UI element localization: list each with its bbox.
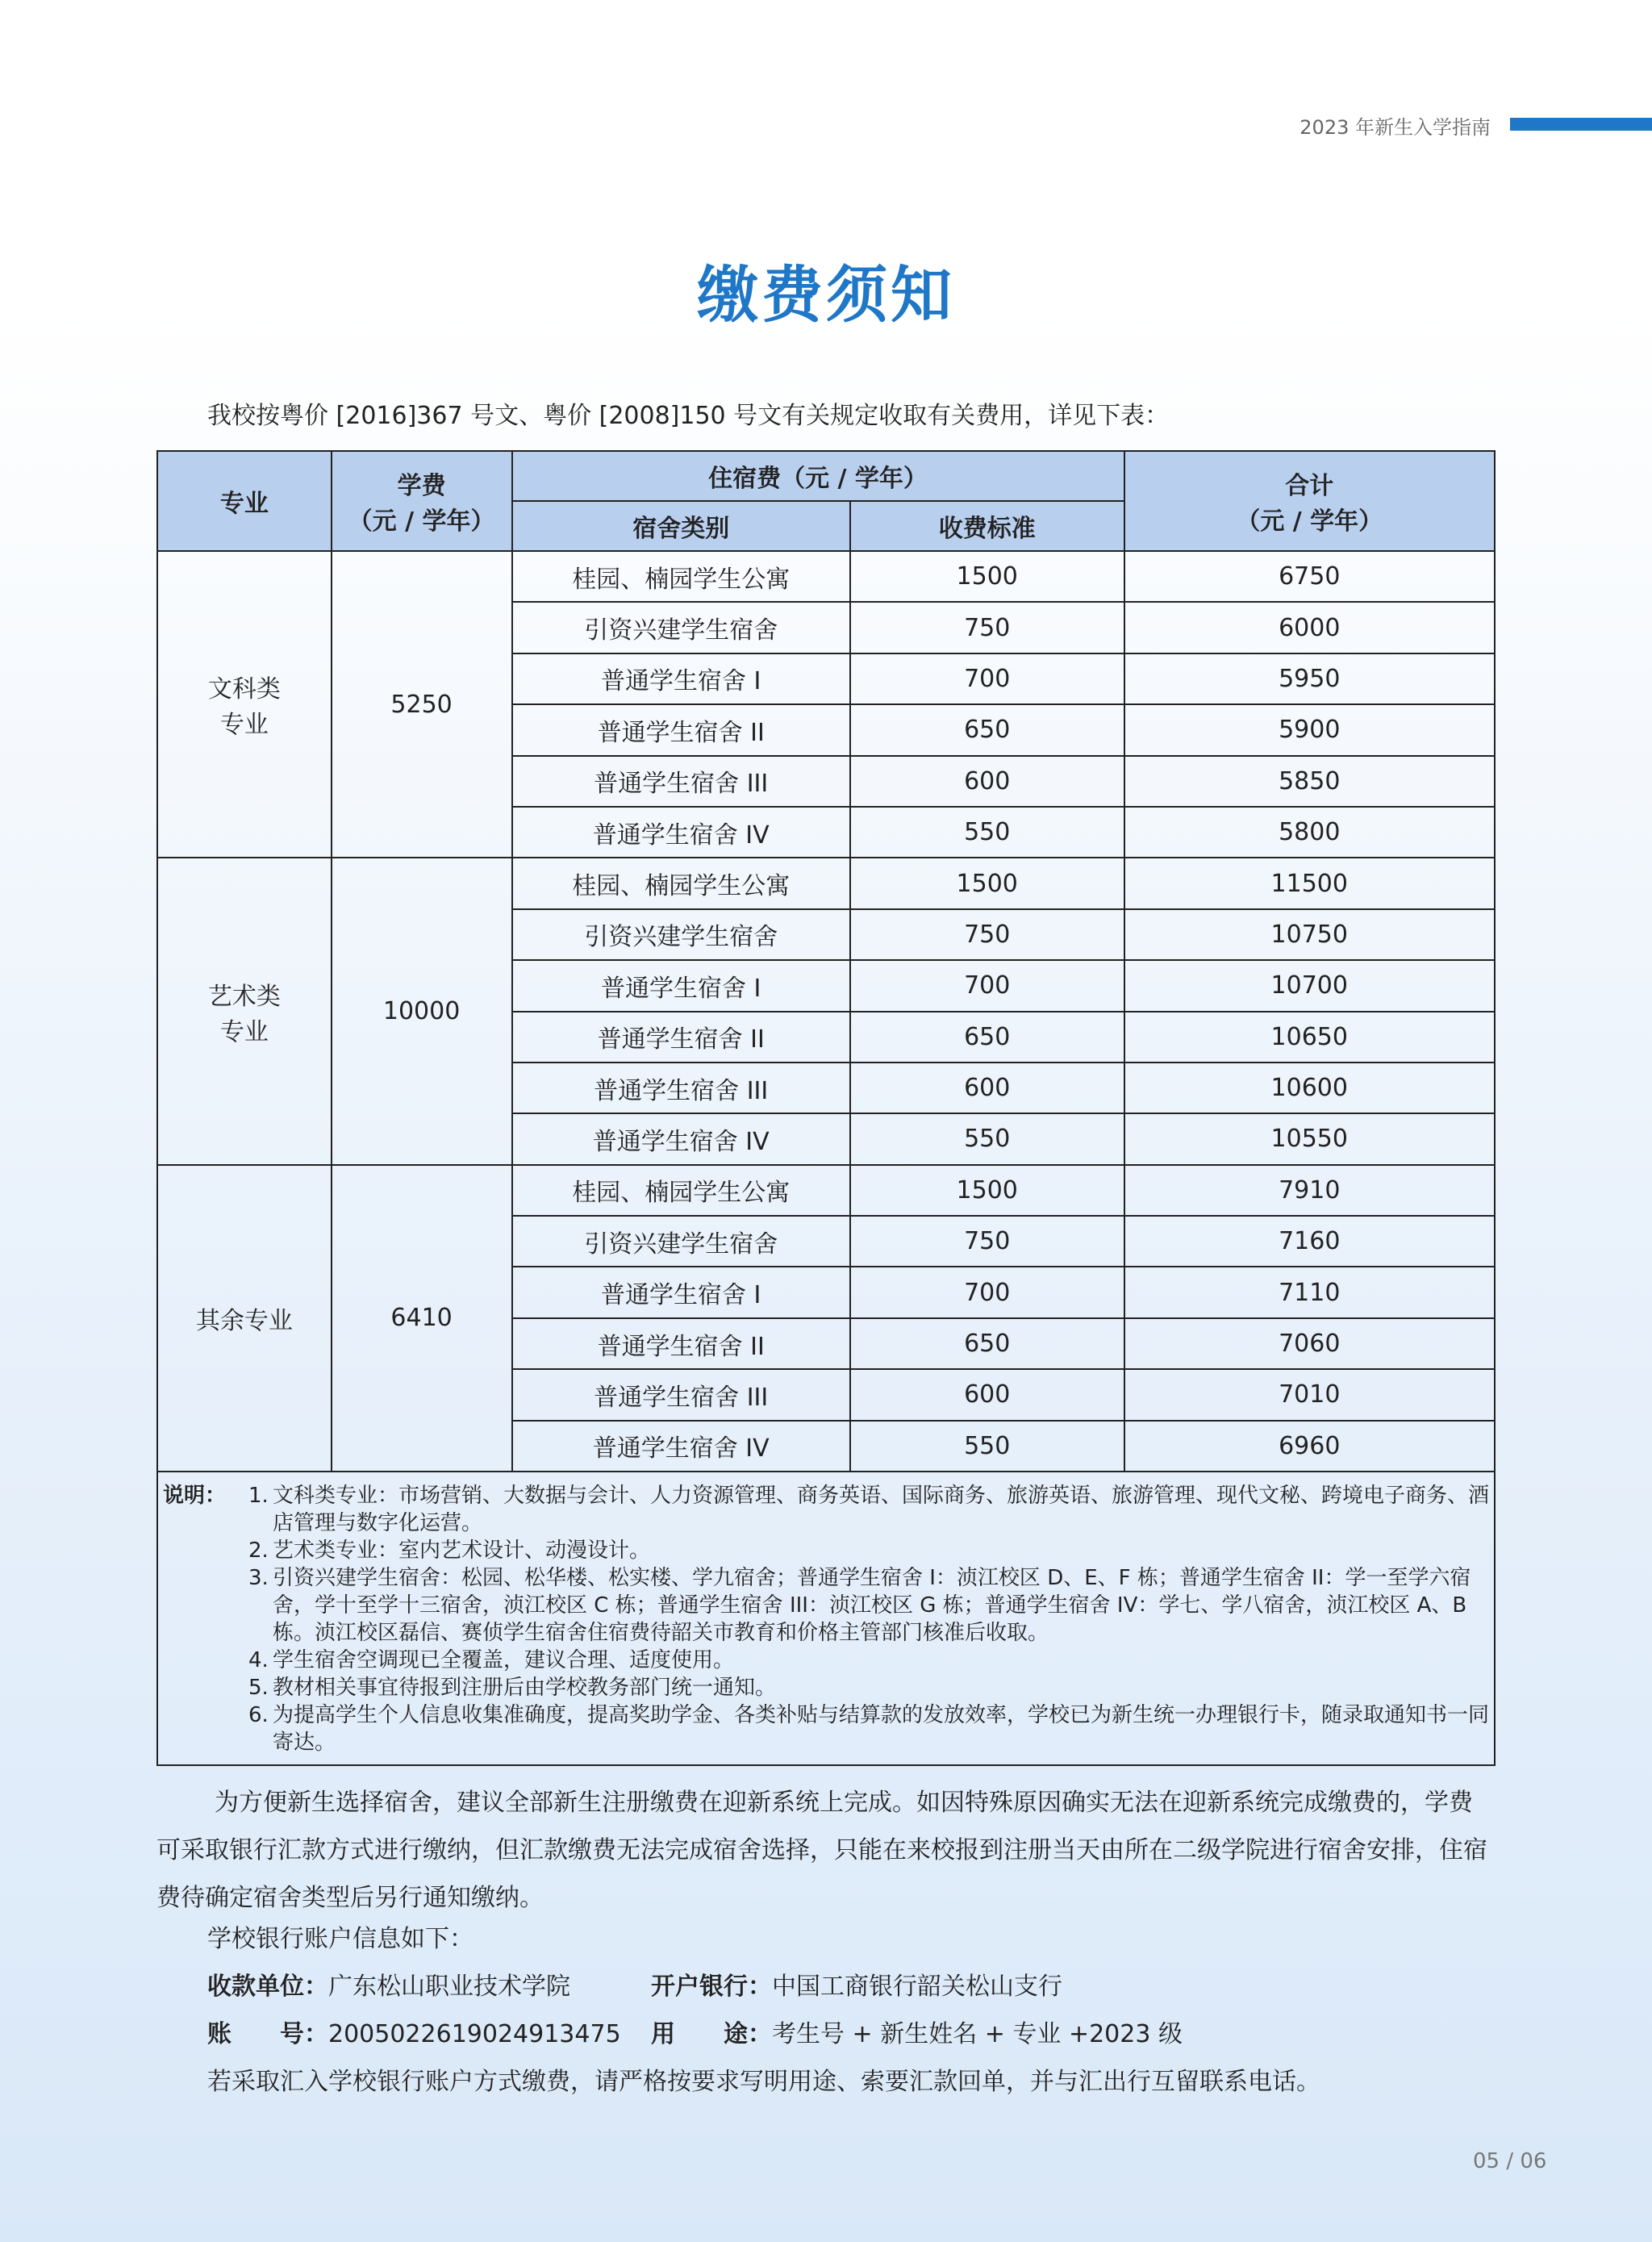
total-cell: 5800 bbox=[1124, 807, 1495, 858]
total-cell: 10650 bbox=[1124, 1012, 1495, 1063]
fee-standard-cell: 750 bbox=[850, 602, 1124, 653]
tuition-cell: 5250 bbox=[332, 551, 512, 858]
note-item bbox=[248, 1701, 1489, 1756]
fee-standard-cell: 600 bbox=[850, 756, 1124, 807]
intro-text: 我校按粤价 [2016]367 号文、粤价 [2008]150 号文有关规定收取有关费用，详见下表： bbox=[207, 402, 1170, 430]
dorm-type-cell: 普通学生宿舍 IV bbox=[512, 807, 850, 858]
note-number: 2. bbox=[248, 1539, 269, 1564]
bank-value: 中国工商银行韶关松山支行 bbox=[772, 1973, 1062, 2001]
header-accent-bar bbox=[1510, 118, 1652, 131]
header-tuition-label: 学费 bbox=[397, 472, 446, 500]
dorm-type-cell: 普通学生宿舍 I bbox=[512, 653, 850, 704]
dorm-type-cell: 普通学生宿舍 III bbox=[512, 1369, 850, 1420]
dorm-type-cell: 普通学生宿舍 II bbox=[512, 704, 850, 755]
dorm-type-cell: 普通学生宿舍 IV bbox=[512, 1113, 850, 1164]
total-cell: 5850 bbox=[1124, 756, 1495, 807]
fee-standard-cell: 1500 bbox=[850, 551, 1124, 602]
total-cell: 7160 bbox=[1124, 1216, 1495, 1267]
notes-cell bbox=[157, 1472, 1495, 1765]
fee-standard-cell: 650 bbox=[850, 1012, 1124, 1063]
note-item bbox=[248, 1537, 1489, 1564]
tuition-cell: 6410 bbox=[332, 1165, 512, 1472]
note-text: 引资兴建学生宿舍：松园、松华楼、松实楼、学九宿舍；普通学生宿舍 I：浈江校区 D、E、F 栋；普通学生宿舍 II：学一至学六宿舍，学十至学十三宿舍，浈江校区 C 栋；普通学生宿舍 III：浈江校区 G 栋；普通学生宿舍 IV：学七、学八宿舍，浈江校区 A、B 栋。浈江校区磊信、赛侦学生宿舍住宿费待韶关市教育和价格主管部门核准后收取。 bbox=[273, 1566, 1471, 1646]
dorm-type-cell: 普通学生宿舍 III bbox=[512, 1063, 850, 1113]
note-number: 4. bbox=[248, 1648, 269, 1673]
major-cell bbox=[157, 858, 332, 1164]
bank-account-line bbox=[207, 2014, 1183, 2049]
total-cell: 10550 bbox=[1124, 1113, 1495, 1164]
total-cell: 10600 bbox=[1124, 1063, 1495, 1113]
notes-block bbox=[163, 1482, 1489, 1756]
header-total bbox=[1124, 451, 1495, 551]
total-cell: 5950 bbox=[1124, 653, 1495, 704]
header-tuition-unit: （元 / 学年） bbox=[348, 507, 495, 536]
fee-standard-cell: 650 bbox=[850, 1318, 1124, 1369]
payee-value: 广东松山职业技术学院 bbox=[328, 1973, 570, 2001]
dorm-type-cell: 桂园、楠园学生公寓 bbox=[512, 551, 850, 602]
fee-standard-cell: 700 bbox=[850, 960, 1124, 1011]
dorm-type-cell: 普通学生宿舍 II bbox=[512, 1012, 850, 1063]
fee-standard-cell: 1500 bbox=[850, 858, 1124, 908]
fee-standard-cell: 550 bbox=[850, 1421, 1124, 1472]
total-cell: 10700 bbox=[1124, 960, 1495, 1011]
fee-standard-cell: 550 bbox=[850, 1113, 1124, 1164]
note-number: 5. bbox=[248, 1676, 269, 1701]
header-total-unit: （元 / 学年） bbox=[1236, 507, 1383, 536]
major-cell bbox=[157, 1165, 332, 1472]
major-name: 其余专业 bbox=[195, 1306, 293, 1335]
total-cell: 5900 bbox=[1124, 704, 1495, 755]
fee-standard-cell: 550 bbox=[850, 807, 1124, 858]
bank-heading: 学校银行账户信息如下： bbox=[207, 1925, 473, 1953]
header-major: 专业 bbox=[157, 451, 332, 551]
total-cell: 7060 bbox=[1124, 1318, 1495, 1369]
dorm-type-cell: 引资兴建学生宿舍 bbox=[512, 909, 850, 960]
major-name: 艺术类 bbox=[207, 982, 281, 1011]
major-name: 专业 bbox=[219, 711, 269, 740]
fee-table bbox=[156, 450, 1496, 1766]
purpose-label: 用 途： bbox=[651, 2020, 772, 2048]
tuition-cell: 10000 bbox=[332, 858, 512, 1164]
dorm-type-cell: 引资兴建学生宿舍 bbox=[512, 602, 850, 653]
fee-standard-cell: 700 bbox=[850, 653, 1124, 704]
total-cell: 7010 bbox=[1124, 1369, 1495, 1420]
table-row bbox=[157, 858, 1495, 908]
total-cell: 10750 bbox=[1124, 909, 1495, 960]
fee-standard-cell: 700 bbox=[850, 1267, 1124, 1317]
header-tuition bbox=[332, 451, 512, 551]
header-total-label: 合计 bbox=[1285, 472, 1334, 500]
note-number: 1. bbox=[248, 1484, 269, 1509]
fee-standard-cell: 1500 bbox=[850, 1165, 1124, 1216]
major-cell bbox=[157, 551, 332, 858]
note-item bbox=[248, 1564, 1489, 1647]
account-value: 2005022619024913475 bbox=[328, 2020, 621, 2048]
account-label: 账 号： bbox=[207, 2020, 328, 2048]
table-row bbox=[157, 551, 1495, 602]
note-text: 学生宿舍空调现已全覆盖，建议合理、适度使用。 bbox=[273, 1648, 735, 1673]
dorm-type-cell: 普通学生宿舍 II bbox=[512, 1318, 850, 1369]
dorm-type-cell: 普通学生宿舍 I bbox=[512, 1267, 850, 1317]
dorm-type-cell: 桂园、楠园学生公寓 bbox=[512, 858, 850, 908]
note-item bbox=[248, 1674, 1489, 1701]
fee-standard-cell: 750 bbox=[850, 1216, 1124, 1267]
total-cell: 6750 bbox=[1124, 551, 1495, 602]
fee-table-body bbox=[157, 551, 1495, 1472]
fee-standard-cell: 600 bbox=[850, 1369, 1124, 1420]
notes-list bbox=[248, 1482, 1489, 1756]
total-cell: 6960 bbox=[1124, 1421, 1495, 1472]
total-cell: 11500 bbox=[1124, 858, 1495, 908]
closing-text: 若采取汇入学校银行账户方式缴费，请严格按要求写明用途、索要汇款回单，并与汇出行互留联系电话。 bbox=[207, 2068, 1320, 2096]
note-text: 为提高学生个人信息收集准确度，提高奖助学金、各类补贴与结算款的发放效率，学校已为新生统一办理银行卡，随录取通知书一同寄达。 bbox=[273, 1703, 1490, 1756]
notes-label: 说明： bbox=[163, 1484, 227, 1509]
note-number: 6. bbox=[248, 1703, 269, 1728]
note-number: 3. bbox=[248, 1566, 269, 1591]
header-dorm-type: 宿舍类别 bbox=[512, 501, 850, 551]
total-cell: 7910 bbox=[1124, 1165, 1495, 1216]
fee-standard-cell: 750 bbox=[850, 909, 1124, 960]
dorm-type-cell: 普通学生宿舍 I bbox=[512, 960, 850, 1011]
total-cell: 6000 bbox=[1124, 602, 1495, 653]
payee-label: 收款单位： bbox=[207, 1973, 328, 2001]
dorm-type-cell: 普通学生宿舍 IV bbox=[512, 1421, 850, 1472]
dorm-type-cell: 桂园、楠园学生公寓 bbox=[512, 1165, 850, 1216]
total-cell: 7110 bbox=[1124, 1267, 1495, 1317]
note-text: 艺术类专业：室内艺术设计、动漫设计。 bbox=[273, 1539, 651, 1564]
note-text: 文科类专业：市场营销、大数据与会计、人力资源管理、商务英语、国际商务、旅游英语、旅游管理、现代文秘、跨境电子商务、酒店管理与数字化运营。 bbox=[273, 1484, 1490, 1536]
header-fee-standard: 收费标准 bbox=[850, 501, 1124, 551]
header-label: 2023 年新生入学指南 bbox=[1299, 116, 1491, 139]
fee-standard-cell: 600 bbox=[850, 1063, 1124, 1113]
bank-label: 开户银行： bbox=[651, 1973, 772, 2001]
purpose-value: 考生号 + 新生姓名 + 专业 +2023 级 bbox=[772, 2020, 1183, 2048]
fee-standard-cell: 650 bbox=[850, 704, 1124, 755]
note-item bbox=[248, 1482, 1489, 1537]
page-number: 05 / 06 bbox=[1473, 2149, 1547, 2173]
registration-paragraph: 为方便新生选择宿舍，建议全部新生注册缴费在迎新系统上完成。如因特殊原因确实无法在迎新系统完成缴费的，学费可采取银行汇款方式进行缴纳，但汇款缴费无法完成宿舍选择，只能在来校报到注册当天由所在二级学院进行宿舍安排，住宿费待确定宿舍类型后另行通知缴纳。 bbox=[156, 1789, 1487, 1912]
bank-payee-line bbox=[207, 1966, 1062, 2002]
dorm-type-cell: 普通学生宿舍 III bbox=[512, 756, 850, 807]
major-name: 文科类 bbox=[207, 675, 281, 704]
table-row bbox=[157, 1165, 1495, 1216]
note-item bbox=[248, 1647, 1489, 1674]
page-title: 缴费须知 bbox=[697, 259, 955, 331]
header-accommodation: 住宿费（元 / 学年） bbox=[512, 451, 1124, 501]
dorm-type-cell: 引资兴建学生宿舍 bbox=[512, 1216, 850, 1267]
note-text: 教材相关事宜待报到注册后由学校教务部门统一通知。 bbox=[273, 1676, 777, 1701]
major-name: 专业 bbox=[219, 1017, 269, 1046]
